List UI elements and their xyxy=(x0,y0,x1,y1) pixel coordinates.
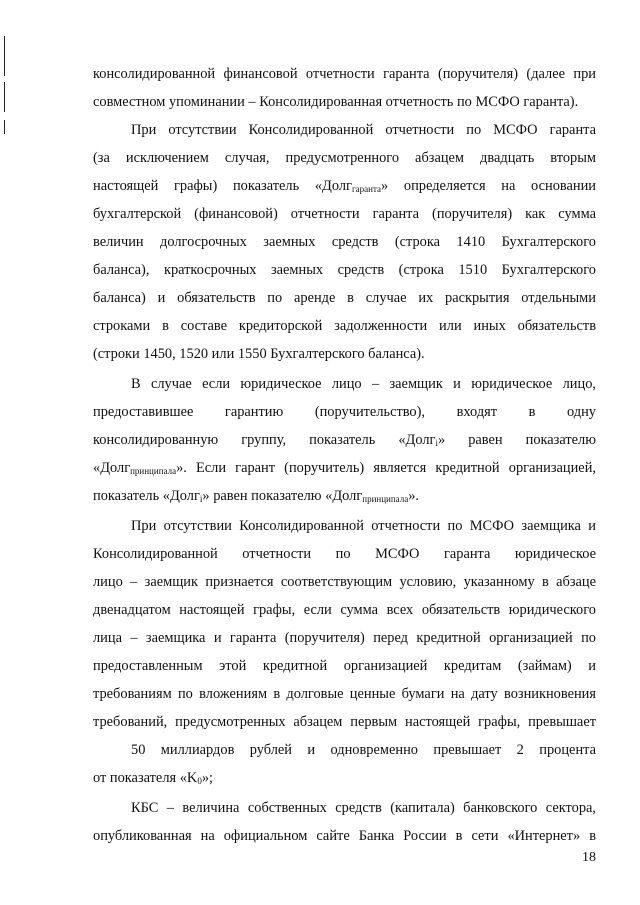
text-line: опубликованная на официальном сайте Банка России в сети «Интернет» в xyxy=(93,828,596,844)
text-line: баланса) и обязательств по аренде в случае их раскрытия отдельными xyxy=(93,290,596,306)
text-line: При отсутствии Консолидированной отчетности по МСФО гаранта xyxy=(131,122,596,138)
body-text xyxy=(93,60,596,850)
text-line: консолидированной финансовой отчетности гаранта (поручителя) (далее при xyxy=(93,66,596,82)
margin-mark xyxy=(4,120,5,134)
text-line: строками в составе кредиторской задолженности или иных обязательств xyxy=(93,318,596,334)
text-line: лица – заемщика и гаранта (поручителя) перед кредитной организацией по xyxy=(93,630,596,646)
text-line: величин долгосрочных заемных средств (строка 1410 Бухгалтерского xyxy=(93,234,596,250)
text-line: (строки 1450, 1520 или 1550 Бухгалтерского баланса). xyxy=(93,346,425,362)
text-line: В случае если юридическое лицо – заемщик и юридическое лицо, xyxy=(131,376,596,392)
text-line: требований, предусмотренных абзацем первым настоящей графы, превышает xyxy=(93,714,596,730)
text-line: предоставленным этой кредитной организацией кредитам (займам) и xyxy=(93,658,596,674)
text-line: баланса), краткосрочных заемных средств (строка 1510 Бухгалтерского xyxy=(93,262,596,278)
margin-mark xyxy=(4,36,5,76)
text-line: (за исключением случая, предусмотренного абзацем двадцать вторым xyxy=(93,150,596,166)
text-line: При отсутствии Консолидированной отчетности по МСФО заемщика и xyxy=(131,518,596,534)
text-line: двенадцатом настоящей графы, если сумма всех обязательств юридического xyxy=(93,602,596,618)
text-line: показатель «Долг$_i$» равен показателю «Долг$_{принципала}$». xyxy=(93,488,420,504)
text-line: Консолидированной отчетности по МСФО гаранта юридическое xyxy=(93,546,596,562)
text-line: КБС – величина собственных средств (капитала) банковского сектора, xyxy=(131,800,596,816)
text-line: лицо – заемщик признается соответствующим условию, указанному в абзаце xyxy=(93,574,596,590)
text-line: бухгалтерской (финансовой) отчетности гаранта (поручителя) как сумма xyxy=(93,206,596,222)
text-line: требованиям по вложениям в долговые ценные бумаги на дату возникновения xyxy=(93,686,596,702)
text-line: 50 миллиардов рублей и одновременно превышает 2 процента xyxy=(131,742,596,758)
margin-mark xyxy=(4,82,5,112)
text-line: консолидированную группу, показатель «Долг$_i$» равен показателю xyxy=(93,432,596,448)
text-line: предоставившее гарантию (поручительство), входят в одну xyxy=(93,404,596,420)
text-line: совместном упоминании – Консолидированная отчетность по МСФО гаранта). xyxy=(93,94,579,110)
page-number: 18 xyxy=(582,850,596,865)
text-line: от показателя «$K_0$»; xyxy=(93,770,214,786)
text-line: настоящей графы) показатель «Долг$_{гаранта}$» определяется на основании xyxy=(93,178,596,194)
text-line: «Долг$_{принципала}$». Если гарант (поручитель) является кредитной организацией, xyxy=(93,460,596,476)
